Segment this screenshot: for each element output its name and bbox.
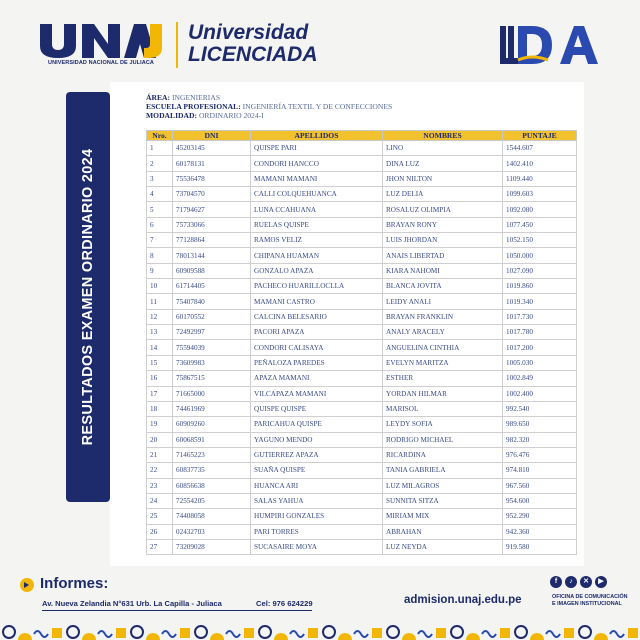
pattern-shape: [436, 628, 446, 638]
table-row: [147, 371, 577, 386]
cell-nombres: ANAIS LIBERTAD: [383, 248, 503, 263]
pattern-shape: [515, 626, 527, 638]
cell-puntaje: 1027.090: [503, 263, 577, 278]
cell-nro: 25: [147, 509, 173, 524]
cell-puntaje: 976.476: [503, 447, 577, 462]
pattern-shape: [82, 633, 96, 640]
cell-dni: 73704570: [173, 187, 251, 202]
cell-nro: 12: [147, 309, 173, 324]
table-row: [147, 217, 577, 232]
vertical-banner: [66, 92, 110, 502]
table-row: [147, 447, 577, 462]
cell-nro: 26: [147, 524, 173, 539]
cell-nro: 5: [147, 202, 173, 217]
informes-label: Informes:: [40, 575, 109, 592]
cell-nombres: MARISOL: [383, 401, 503, 416]
table-row: [147, 187, 577, 202]
cell-nombres: LEIDY ANALI: [383, 294, 503, 309]
banner-title: RESULTADOS EXAMEN ORDINARIO 2024: [80, 148, 96, 446]
cell-puntaje: 989.650: [503, 417, 577, 432]
cell-puntaje: 1544.607: [503, 141, 577, 156]
cell-nombres: DINA LUZ: [383, 156, 503, 171]
pattern-shape: [482, 631, 496, 637]
cell-nombres: ESTHER: [383, 371, 503, 386]
cell-nombres: LUZ NEYDA: [383, 539, 503, 554]
cell-dni: 75594039: [173, 340, 251, 355]
cell-apellidos: SUCASAIRE MOYA: [251, 539, 383, 554]
cell-nro: 27: [147, 539, 173, 554]
cell-apellidos: MAMANI MAMANI: [251, 171, 383, 186]
pattern-shape: [180, 628, 190, 638]
cell-puntaje: 952.290: [503, 509, 577, 524]
cell-dni: 72554205: [173, 493, 251, 508]
table-row: [147, 478, 577, 493]
pattern-shape: [98, 631, 112, 637]
table-row: [147, 279, 577, 294]
cell-nro: 3: [147, 171, 173, 186]
cell-nombres: JHON NILTON: [383, 171, 503, 186]
pattern-shape: [274, 633, 288, 640]
cell-dni: 71794627: [173, 202, 251, 217]
pattern-shape: [530, 633, 544, 640]
pattern-shape: [244, 628, 254, 638]
area-value: INGENIERIAS: [171, 93, 221, 102]
arrow-right-icon: [20, 578, 34, 592]
table-row: [147, 309, 577, 324]
header: [0, 0, 640, 80]
office-line1: OFICINA DE COMUNICACIÓN: [552, 594, 628, 600]
pattern-shape: [290, 631, 304, 637]
pattern-shape: [18, 633, 32, 640]
cell-apellidos: QUISPE PARI: [251, 141, 383, 156]
x-icon[interactable]: ✕: [580, 576, 592, 588]
cell-apellidos: CONDORI HANCCO: [251, 156, 383, 171]
phone: Cel: 976 624229: [256, 599, 313, 608]
cell-apellidos: HUANCA ARI: [251, 478, 383, 493]
table-row: [147, 233, 577, 248]
cell-nombres: ROSALUZ OLIMPIA: [383, 202, 503, 217]
cell-dni: 60068591: [173, 432, 251, 447]
table-header-row: [147, 131, 577, 141]
table-row: [147, 248, 577, 263]
cell-nro: 1: [147, 141, 173, 156]
cell-puntaje: 967.560: [503, 478, 577, 493]
cell-puntaje: 1017.730: [503, 309, 577, 324]
pattern-shape: [564, 628, 574, 638]
cell-dni: 71465223: [173, 447, 251, 462]
cell-puntaje: 1005.030: [503, 355, 577, 370]
cell-nro: 8: [147, 248, 173, 263]
office-name: [552, 594, 628, 607]
area-label: ÁREA:: [146, 93, 171, 102]
table-row: [147, 325, 577, 340]
col-header-nombres: NOMBRES: [383, 131, 503, 141]
cell-nombres: LUIS JHORDAN: [383, 233, 503, 248]
table-body: [147, 141, 577, 555]
logo-subtitle: UNIVERSIDAD NACIONAL DE JULIACA: [48, 60, 154, 66]
cell-dni: 75733066: [173, 217, 251, 232]
cell-dni: 75407840: [173, 294, 251, 309]
pattern-shape: [466, 633, 480, 640]
cell-dni: 60909588: [173, 263, 251, 278]
cell-nro: 18: [147, 401, 173, 416]
youtube-icon[interactable]: ▶: [595, 576, 607, 588]
cell-puntaje: 1017.780: [503, 325, 577, 340]
cell-dni: 72492997: [173, 325, 251, 340]
cell-nro: 19: [147, 417, 173, 432]
table-row: [147, 417, 577, 432]
table-row: [147, 493, 577, 508]
cell-dni: 78013144: [173, 248, 251, 263]
cell-nombres: ABRAHAN: [383, 524, 503, 539]
cell-puntaje: 1109.440: [503, 171, 577, 186]
cell-puntaje: 1002.849: [503, 371, 577, 386]
cell-puntaje: 992.540: [503, 401, 577, 416]
cell-puntaje: 919.580: [503, 539, 577, 554]
cell-nombres: KIARA NAHOMI: [383, 263, 503, 278]
cell-dni: 60178131: [173, 156, 251, 171]
cell-nombres: BRAYAN RONY: [383, 217, 503, 232]
cell-nombres: BLANCA JOVITA: [383, 279, 503, 294]
cell-apellidos: LUNA CCAHUANA: [251, 202, 383, 217]
cell-puntaje: 1002.400: [503, 386, 577, 401]
pattern-shape: [308, 628, 318, 638]
cell-nombres: MIRIAM MIX: [383, 509, 503, 524]
lda-logo: [498, 20, 608, 70]
pattern-shape: [52, 628, 62, 638]
cell-apellidos: PEÑALOZA PAREDES: [251, 355, 383, 370]
pattern-shape: [116, 628, 126, 638]
pattern-shape: [579, 626, 591, 638]
cell-apellidos: PARI TORRES: [251, 524, 383, 539]
pattern-shape: [418, 631, 432, 637]
cell-dni: 75867515: [173, 371, 251, 386]
pattern-shape: [226, 631, 240, 637]
cell-apellidos: CONDORI CALISAYA: [251, 340, 383, 355]
title-block: [188, 22, 318, 66]
cell-apellidos: APAZA MAMANI: [251, 371, 383, 386]
cell-puntaje: 1402.410: [503, 156, 577, 171]
cell-nro: 9: [147, 263, 173, 278]
pattern-shape: [146, 633, 160, 640]
pattern-shape: [162, 631, 176, 637]
cell-apellidos: RUELAS QUISPE: [251, 217, 383, 232]
cell-nro: 14: [147, 340, 173, 355]
social-links: [550, 576, 607, 588]
cell-nombres: LEYDY SOFIA: [383, 417, 503, 432]
table-row: [147, 340, 577, 355]
cell-nro: 16: [147, 371, 173, 386]
cell-apellidos: PACHECO HUARILLOCLLA: [251, 279, 383, 294]
table-row: [147, 463, 577, 478]
cell-nro: 6: [147, 217, 173, 232]
cell-apellidos: HUMPIRI GONZALES: [251, 509, 383, 524]
table-row: [147, 509, 577, 524]
meta-info: [146, 93, 392, 120]
cell-apellidos: PARICAHUA QUISPE: [251, 417, 383, 432]
title-line2: LICENCIADA: [188, 43, 318, 66]
cell-nombres: ANGUELINA CINTHIA: [383, 340, 503, 355]
table-row: [147, 386, 577, 401]
cell-apellidos: GUTIERREZ APAZA: [251, 447, 383, 462]
cell-dni: 60856638: [173, 478, 251, 493]
cell-nro: 13: [147, 325, 173, 340]
pattern-shape: [402, 633, 416, 640]
cell-dni: 60909260: [173, 417, 251, 432]
table-row: [147, 524, 577, 539]
modalidad-value: ORDINARIO 2024-I: [198, 111, 264, 120]
pattern-shape: [34, 631, 48, 637]
cell-nombres: LINO: [383, 141, 503, 156]
cell-nro: 23: [147, 478, 173, 493]
cell-dni: 71665000: [173, 386, 251, 401]
cell-puntaje: 1019.340: [503, 294, 577, 309]
pattern-shape: [387, 626, 399, 638]
pattern-shape: [628, 628, 638, 638]
cell-dni: 74408058: [173, 509, 251, 524]
escuela-label: ESCUELA PROFESIONAL:: [146, 102, 241, 111]
pattern-shape: [3, 626, 15, 638]
pattern-shape: [451, 626, 463, 638]
cell-apellidos: CHIPANA HUAMAN: [251, 248, 383, 263]
cell-nombres: SUNNITA SITZA: [383, 493, 503, 508]
results-table: [146, 130, 577, 555]
pattern-shape: [546, 631, 560, 637]
tiktok-icon[interactable]: ♪: [565, 576, 577, 588]
pattern-shape: [610, 631, 624, 637]
address: Av. Nueva Zelandia N°631 Urb. La Capilla - Juliaca: [42, 599, 222, 608]
table-row: [147, 171, 577, 186]
cell-puntaje: 982.320: [503, 432, 577, 447]
cell-nombres: EVELYN MARITZA: [383, 355, 503, 370]
cell-dni: 61714405: [173, 279, 251, 294]
cell-dni: 73209028: [173, 539, 251, 554]
title-line1: Universidad: [188, 21, 309, 44]
cell-apellidos: CALCINA BELESARIO: [251, 309, 383, 324]
cell-dni: 77128864: [173, 233, 251, 248]
table-row: [147, 141, 577, 156]
cell-nro: 10: [147, 279, 173, 294]
cell-apellidos: VILCAPAZA MAMANI: [251, 386, 383, 401]
cell-nro: 7: [147, 233, 173, 248]
cell-nro: 11: [147, 294, 173, 309]
cell-nro: 15: [147, 355, 173, 370]
pattern-shape: [210, 633, 224, 640]
website-link[interactable]: admision.unaj.edu.pe: [404, 594, 522, 606]
cell-puntaje: 1050.000: [503, 248, 577, 263]
pattern-shape: [67, 626, 79, 638]
cell-puntaje: 1019.860: [503, 279, 577, 294]
cell-puntaje: 1092.080: [503, 202, 577, 217]
cell-nombres: YORDAN HILMAR: [383, 386, 503, 401]
pattern-shape: [500, 628, 510, 638]
cell-dni: 74461969: [173, 401, 251, 416]
cell-nombres: RODRIGO MICHAEL: [383, 432, 503, 447]
pattern-shape: [594, 633, 608, 640]
table-row: [147, 432, 577, 447]
cell-apellidos: QUISPE QUISPE: [251, 401, 383, 416]
cell-puntaje: 942.360: [503, 524, 577, 539]
facebook-icon[interactable]: f: [550, 576, 562, 588]
cell-nro: 20: [147, 432, 173, 447]
cell-puntaje: 1099.603: [503, 187, 577, 202]
cell-nombres: ANALY ARACELY: [383, 325, 503, 340]
decorative-pattern: [0, 618, 640, 640]
cell-nro: 17: [147, 386, 173, 401]
cell-dni: 45203145: [173, 141, 251, 156]
pattern-shape: [259, 626, 271, 638]
pattern-shape: [372, 628, 382, 638]
cell-nro: 22: [147, 463, 173, 478]
unaj-logo: [36, 22, 166, 72]
cell-puntaje: 954.600: [503, 493, 577, 508]
cell-puntaje: 1052.150: [503, 233, 577, 248]
cell-nombres: BRAYAN FRANKLIN: [383, 309, 503, 324]
cell-nombres: RICARDINA: [383, 447, 503, 462]
pattern-shape: [131, 626, 143, 638]
cell-nro: 4: [147, 187, 173, 202]
cell-apellidos: MAMANI CASTRO: [251, 294, 383, 309]
pattern-shape: [195, 626, 207, 638]
table-row: [147, 539, 577, 554]
col-header-nro: Nro.: [147, 131, 173, 141]
table-row: [147, 202, 577, 217]
office-line2: E IMAGEN INSTITUCIONAL: [552, 600, 622, 607]
cell-apellidos: CALLI COLQUEHUANCA: [251, 187, 383, 202]
unaj-logo-mark: [36, 22, 166, 58]
cell-dni: 60170552: [173, 309, 251, 324]
header-divider: [176, 22, 178, 68]
cell-dni: 73609983: [173, 355, 251, 370]
cell-apellidos: PACORI APAZA: [251, 325, 383, 340]
cell-apellidos: RAMOS VELIZ: [251, 233, 383, 248]
cell-nro: 2: [147, 156, 173, 171]
cell-puntaje: 1017.200: [503, 340, 577, 355]
cell-puntaje: 1077.450: [503, 217, 577, 232]
cell-dni: 60837735: [173, 463, 251, 478]
table-row: [147, 355, 577, 370]
pattern-shape: [338, 633, 352, 640]
escuela-value: INGENIERÍA TEXTIL Y DE CONFECCIONES: [242, 102, 393, 111]
cell-nombres: LUZ MILAGROS: [383, 478, 503, 493]
col-header-dni: DNI: [173, 131, 251, 141]
table-row: [147, 294, 577, 309]
cell-apellidos: GONZALO APAZA: [251, 263, 383, 278]
pattern-shape: [354, 631, 368, 637]
cell-apellidos: YAGUNO MENDO: [251, 432, 383, 447]
table-row: [147, 263, 577, 278]
col-header-puntaje: PUNTAJE: [503, 131, 577, 141]
cell-nombres: LUZ DELIA: [383, 187, 503, 202]
table-row: [147, 156, 577, 171]
results-card: [110, 82, 584, 566]
cell-apellidos: SUAÑA QUISPE: [251, 463, 383, 478]
pattern-shape: [323, 626, 335, 638]
footer-divider: [42, 610, 312, 611]
cell-dni: 75536478: [173, 171, 251, 186]
col-header-apellidos: APELLIDOS: [251, 131, 383, 141]
cell-nombres: TANIA GABRIELA: [383, 463, 503, 478]
cell-nro: 24: [147, 493, 173, 508]
cell-nro: 21: [147, 447, 173, 462]
table-row: [147, 401, 577, 416]
modalidad-label: MODALIDAD:: [146, 111, 198, 120]
cell-dni: 02432703: [173, 524, 251, 539]
cell-apellidos: SALAS YAHUA: [251, 493, 383, 508]
cell-puntaje: 974.810: [503, 463, 577, 478]
